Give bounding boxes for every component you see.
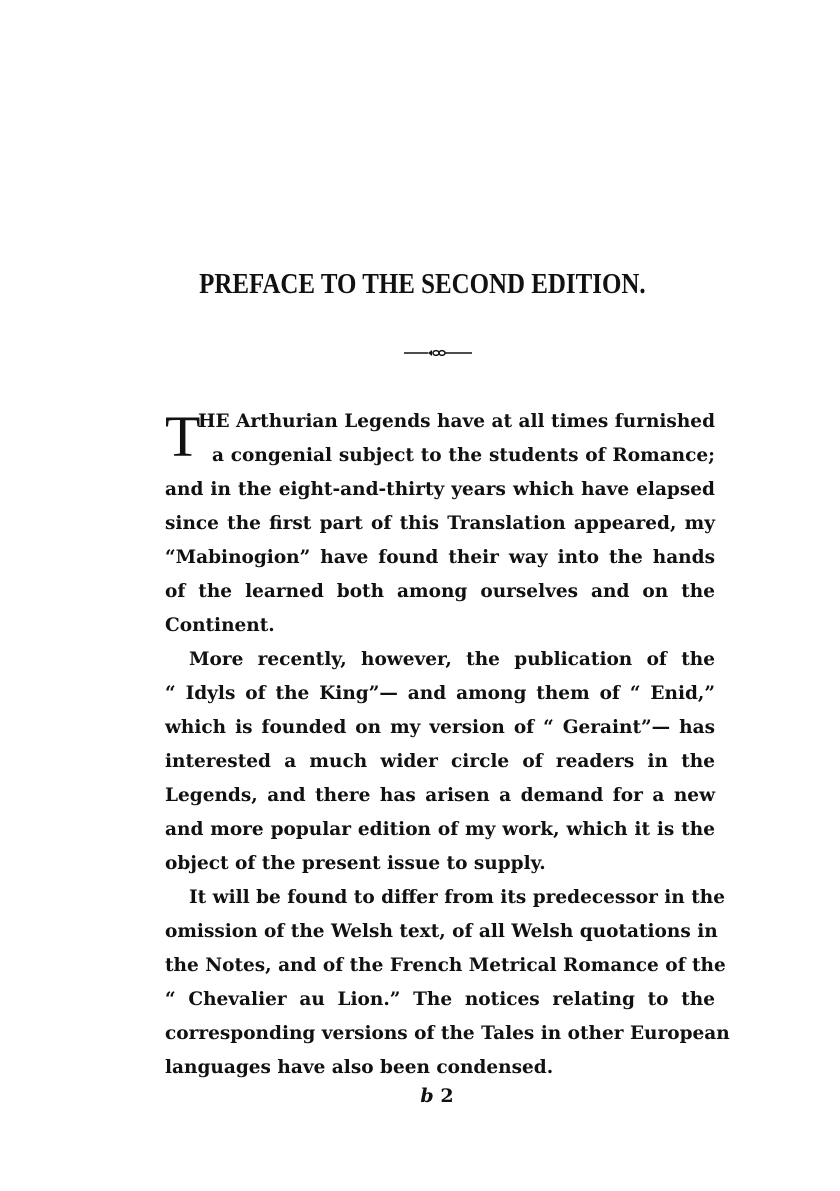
text-line: “ Idyls of the King”— and among them of “ Enid,” — [165, 683, 715, 704]
text-line: the Notes, and of the French Metrical Romance of the — [165, 955, 726, 976]
text-line: HE Arthurian Legends have at all times furnished — [198, 411, 715, 432]
text-line: object of the present issue to supply. — [165, 853, 546, 874]
text-line: and in the eight-and-thirty years which have elapsed — [165, 479, 715, 500]
text-line: which is founded on my version of “ Geraint”— has — [165, 717, 715, 738]
text-line: More recently, however, the publication of the — [189, 649, 715, 670]
text-line: Continent. — [165, 615, 275, 636]
text-line: It will be found to differ from its predecessor in the — [189, 887, 725, 908]
text-line: since the first part of this Translation appeared, my — [165, 513, 715, 534]
text-line: of the learned both among ourselves and on the — [165, 581, 715, 602]
text-line: languages have also been condensed. — [165, 1057, 554, 1078]
text-line: interested a much wider circle of readers in the — [165, 751, 715, 772]
text-line: Legends, and there has arisen a demand for a new — [165, 785, 715, 806]
paragraph-2 — [165, 643, 715, 881]
paragraph-3 — [165, 881, 730, 1085]
signature-letter: b — [420, 1085, 434, 1107]
text-line: and more popular edition of my work, which it is the — [165, 819, 715, 840]
text-line: corresponding versions of the Tales in other European — [165, 1023, 730, 1044]
text-line: omission of the Welsh text, of all Welsh quotations in — [165, 921, 718, 942]
text-line: a congenial subject to the students of Romance; — [212, 445, 715, 466]
text-line: “ Chevalier au Lion.” The notices relating to the — [165, 989, 715, 1010]
paragraph-1 — [165, 405, 715, 643]
signature-mark — [0, 1082, 840, 1110]
drop-cap: T — [165, 404, 201, 469]
page-title: PREFACE TO THE SECOND EDITION. — [199, 268, 646, 300]
signature-number: 2 — [440, 1085, 454, 1107]
text-line: “Mabinogion” have found their way into the hands — [165, 547, 715, 568]
ornamental-rule-icon — [404, 343, 472, 363]
preface-body — [165, 404, 730, 1085]
